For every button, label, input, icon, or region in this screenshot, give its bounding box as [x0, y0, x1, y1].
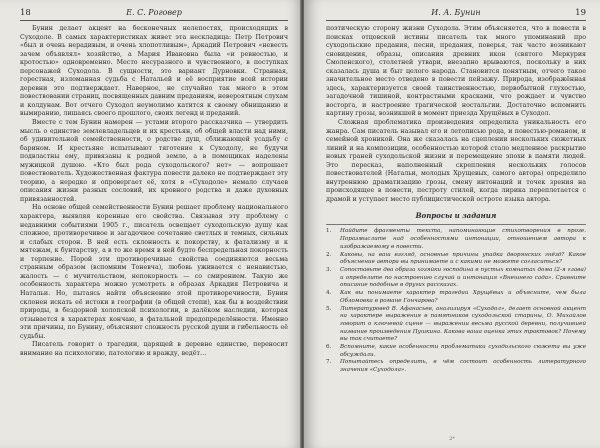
- right-page-header: [326, 8, 586, 21]
- right-page-number: 19: [575, 8, 586, 18]
- question-number: 1.: [326, 228, 332, 235]
- question-number: 2.: [326, 251, 332, 258]
- right-running-head: И. А. Бунин: [431, 8, 481, 17]
- question-text: Сопоставьте два образа хозяйки господина в пустых комнатах дома (2-я глава) и определите по настроению случай и интонация «Внешнего сада». Сравните описание подобные в других рассказах.: [340, 267, 586, 289]
- questions-list: [326, 228, 586, 374]
- list-item: [326, 306, 586, 345]
- list-item: [326, 228, 586, 251]
- question-number: 4.: [326, 290, 332, 297]
- left-paragraph: На основе общей семейственности Бунин решает проблему национального характера, выявляя коренные его свойства. Связывая эту проблему с недавними событиями 1905 г., писатель освещает суходольскую душу как сложное, противоречивое и загадочное сочетание светлых и темных, сильных и слабых сторон. В ней есть склонность к покорству, к фатализму и к мятежам, к бунтарству, а в то же время в ней будто беспредельная покорность и терпение. Порой эти противоречивые свойства соединяются весьма странным образом (вспомним Тоневча), любовь уживается с ненавистью, жалость — с мучительством, непокорность — со смирением. Такую же особенность характера можно усмотреть в образах Аркадия Петровича и Натальи. Но, пытаясь найти объяснение этой противоречивости, Бунин склонен искать её истоки в географии (в общей степи), как бы в воздействии природы, в бездорной холопской психологии, в далёком наследии, которая отзывается в характерах кончаю, в фатальной предопределённости. Именно эти причины, по Бунину, объясняют сложность русской души и гибельность её судьбы.: [20, 204, 288, 340]
- list-item: [326, 344, 586, 359]
- question-number: 3.: [326, 267, 332, 273]
- left-page-number: 18: [20, 8, 31, 18]
- question-text: Литературовед В. Афанасьев, анализируя «Суходол», делает основной акцент на характере выражения в памятников суходольской старины, О. Михайлов говорит о ключевой сцене — выражении весьма русской деревни, получившей название произведения Пушкина. Какова ваша оценка этих трактовок? Почему вы так считаете?: [340, 305, 586, 343]
- left-running-head: Е. С. Роговер: [126, 8, 182, 17]
- question-number: 5.: [326, 305, 332, 312]
- question-text: Как вы понимаете характер трагедии Хрущёвых и объясните, чем была Обломовка в романе Гончарова?: [340, 290, 586, 304]
- question-number: 6.: [326, 344, 332, 351]
- question-number: 7.: [326, 359, 332, 366]
- right-page: [304, 0, 600, 448]
- left-paragraph: Бунин делает акцент на бесконечных нелепостях, происходящих в Суходоле. В самых характеристиках живет эта нескладица: Петр Петрович «был и очень нерадивым, и очень хлопотливым», Аркадий Петрович «невесть зачем объявлял» хозяйство, а Мария Ивановна была «и ревностью, и кротостью» одновременно. Место несуразного и чувственного, в поступках персонажей Суходола. В сущности, это вариант Дурновки. Странная, горестная, изломанная судьба с Натальей и её восприятие всей истории деревни это подтверждает. Наверное, не случайно так много в этом повествовании страниц, посвященных давним преданиям, невероятным слухам и колдунам. Вот отчего Суходол неумолимо катится к своему обнищанию и вымиранию, лишаясь своего прошлого, своих легенд и преданий.: [20, 25, 288, 118]
- right-paragraph: Сложная проблематика произведения определила уникальность его жанра. Сам писатель называл его и летописью рода, и повестью-романом, и семейной хроникой. Она же сказалась на сцеплении нескольких сюжетных линий и на композиции, особенностью которой стало медленное раскрытие новых граней суходольской жизни и перемещение эпохи в памяти людей. Это пересказ, наполненный скрепления нескольких голосов повествователей (Натальи, молодых Хрущевых, самого автора) определило внутреннюю драматизацию грозы, смену интонаций и точек зрения на происходящее в повести, пестроту стилей, когда лирика переплетается с драмой и уступает место публицистической остроте языка автора.: [326, 119, 586, 203]
- list-item: [326, 290, 586, 305]
- list-item: [326, 267, 586, 290]
- list-item: [326, 359, 586, 374]
- list-item: [326, 252, 586, 267]
- left-page-header: [20, 8, 288, 21]
- questions-title: Вопросы и задания: [415, 211, 497, 221]
- right-paragraph: поэтическую сторону жизни Суходола. Этим объясняется, что в повести в поисках отцовской истины писатель так много упоминаний про суходольские предания, песни, предания, поверья, так часто возникают сновидения, образы, описания древних икон (святого Меркурия Смоленского), столетней утвари, внезапно врываются, поскольку в них сказалась душа и быт целого народа. Становится понятным, отчего такое значительное место отведено в повести пейзажу. Природа, изображённая здесь, характеризуется своей таинственностью, первобытной глухостью, загадочной тишиной, контрастными красками, что рождает и чувство восторга, и настроение трагической ностальгии. Достаточно вспомнить картину грозы, возникшей в момент приезда Хрущёвых в Суходол.: [326, 25, 586, 118]
- question-text: Вспомните, какие особенности проблематики суходольского сюжета вы уже обсуждали.: [340, 344, 586, 358]
- question-text: Найдите фрагменты текста, напоминающие стихотворения в прозе. Поразмыслите над особенностями интонации, отношением автора к изображаемому в повести.: [340, 228, 586, 250]
- left-paragraph: Писатель говорит о трагедии, царящей в деревне единстве, переносит внимание на психологию, патологию и вражду, ведёт…: [20, 341, 288, 357]
- left-paragraph: Вместе с тем Бунин намерен — устами второго рассказчика — утвердить мысль о единстве землевладельцев и их крестьян, об общей власти над ними, об удивительной семейственности, о родстве душ, сближающей усадьбу с барином. И крестьяне испытывают тяготение к Суходолу, не будучи подвластны ему, привязаны к родной земле, а в помещиках наделены мужицкой душою. «Кто был рода суходольского? нет» — вопрошает повествователь. Художественная фактура повести далеко не подтверждает эту теорию, а нередко и опровергает её, хотя в «Суходоле» немало случаев описания жизни разных сословий, их кровного родства и даже духовных привязанностей.: [20, 119, 288, 203]
- signature-mark: 2*: [449, 436, 455, 442]
- questions-divider: [326, 224, 586, 225]
- question-text: Каковы, на ваш взгляд, основные причины упадка дворянских гнёзд? Какое объяснение автора вы принимаете и с какими не можете согласиться?: [340, 251, 586, 266]
- question-text: Попытайтесь определить, в чём состоит особенность литературного значения «Суходола».: [340, 359, 586, 374]
